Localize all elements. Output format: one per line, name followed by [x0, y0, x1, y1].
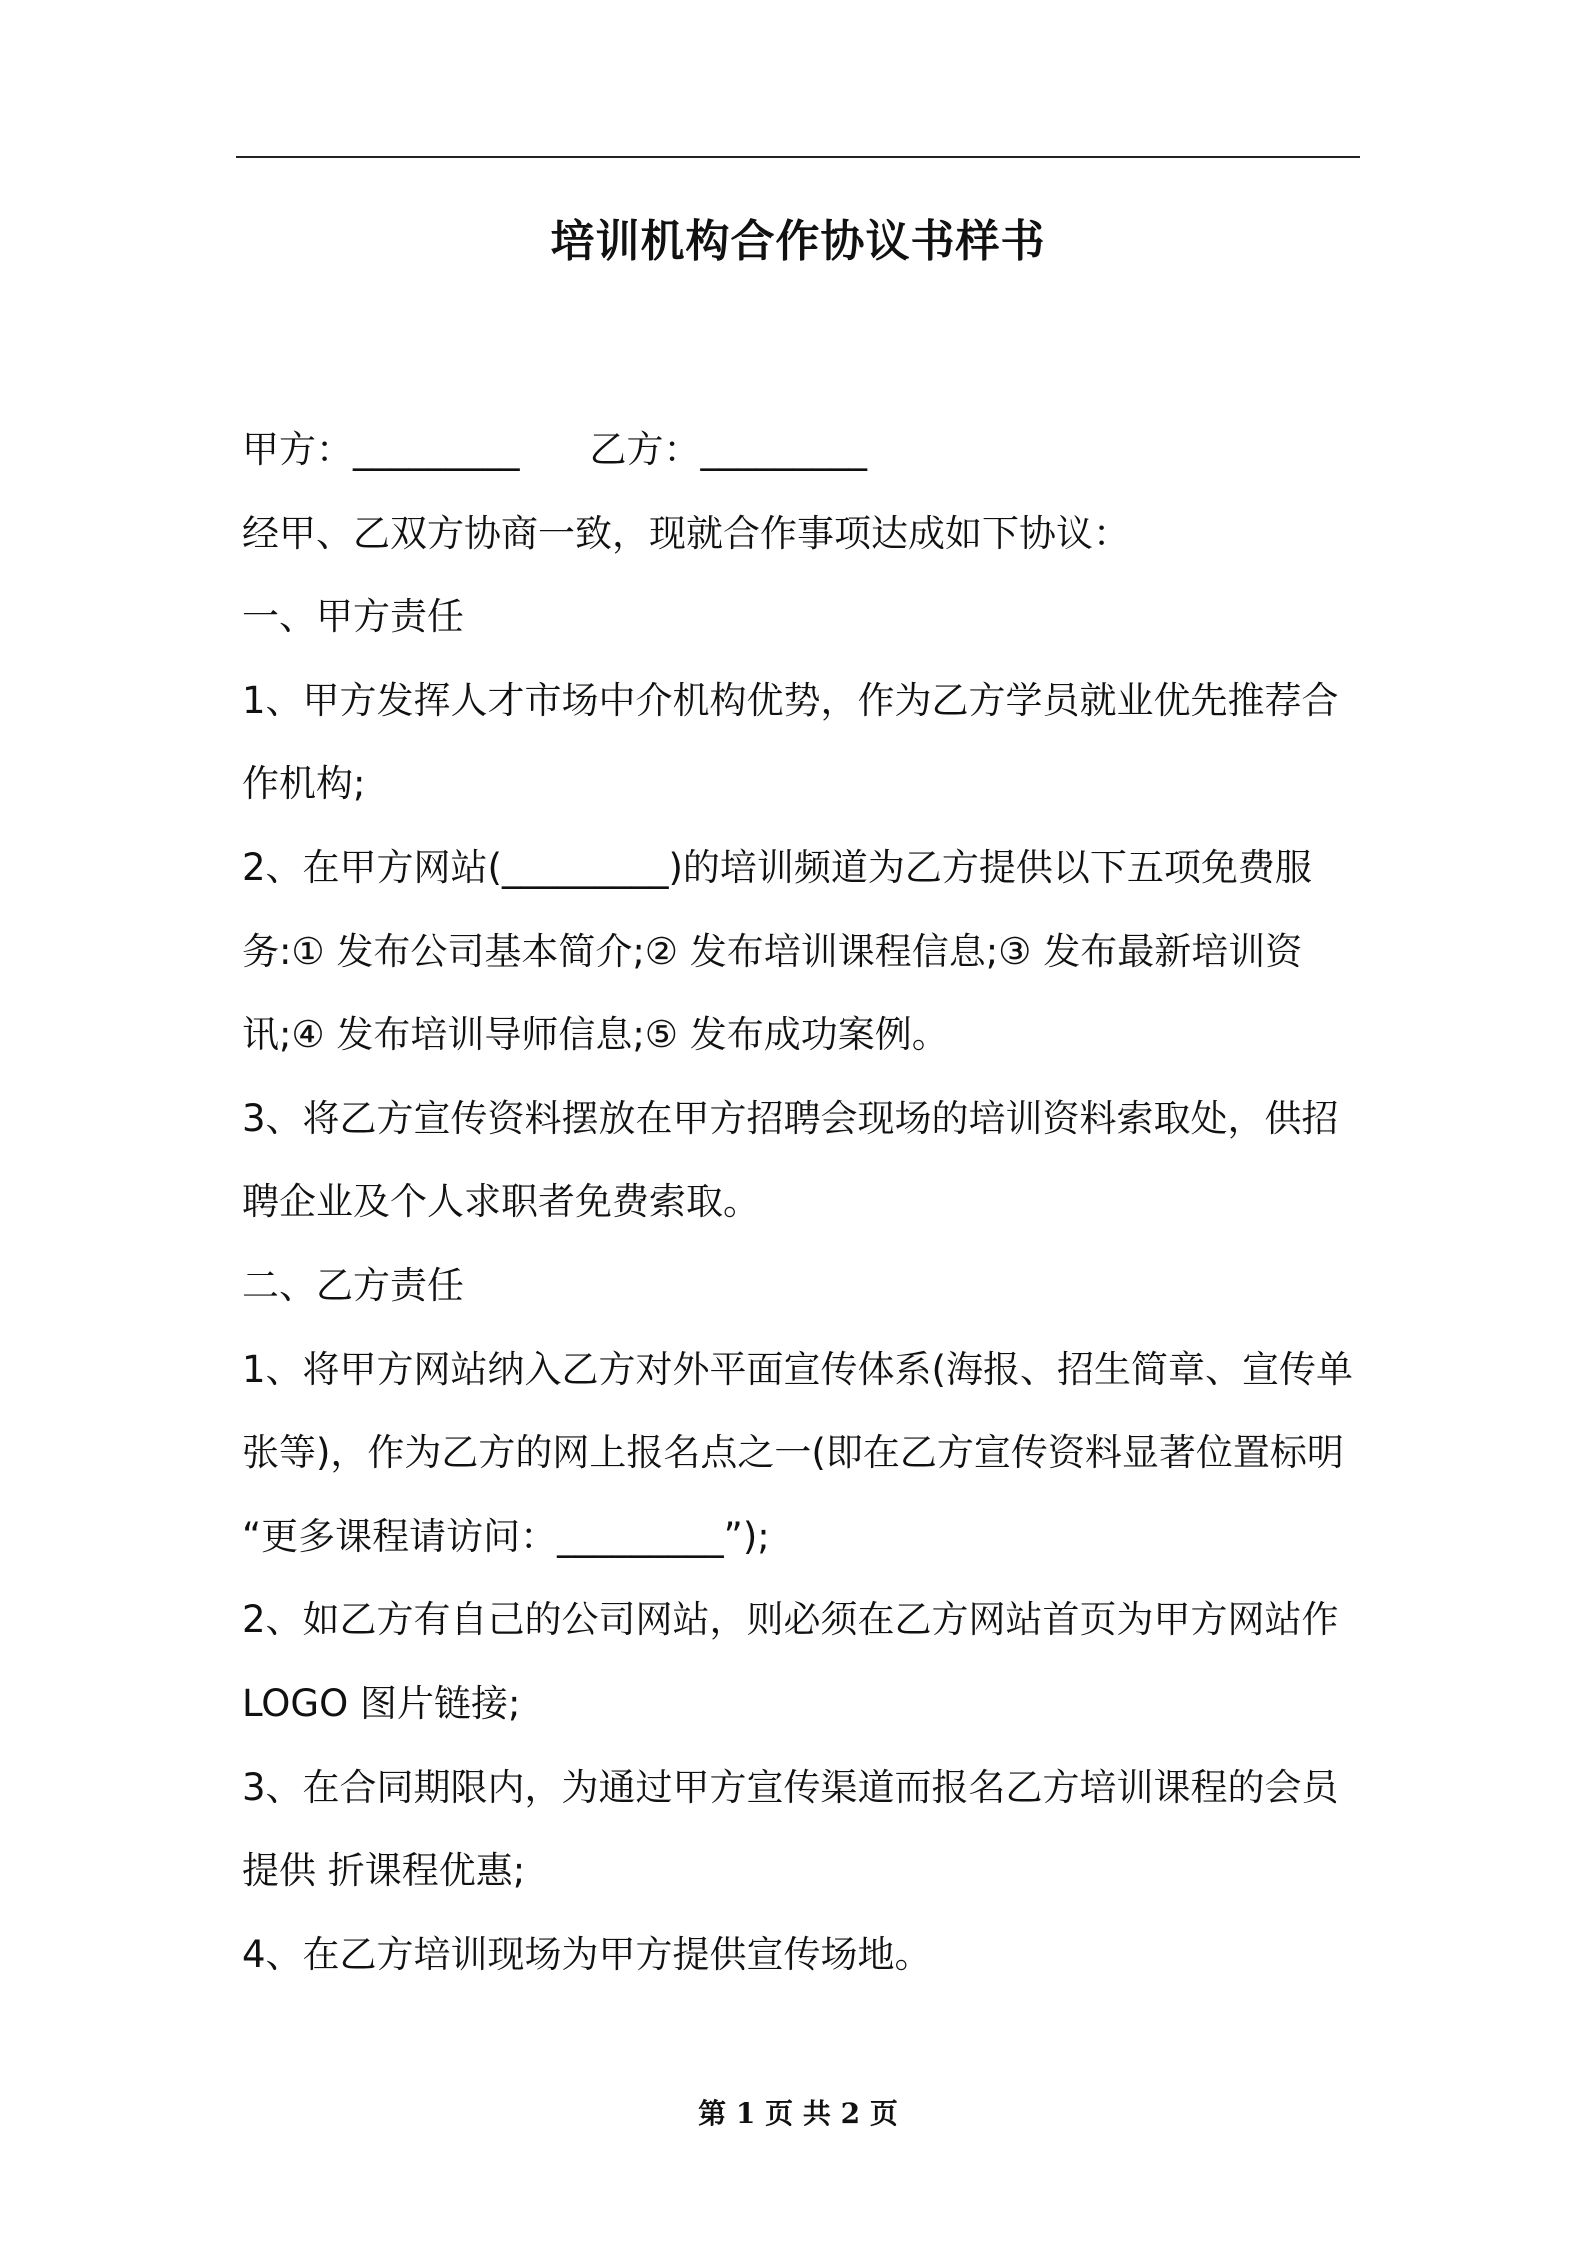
section-2-line: 2、如乙方有自己的公司网站，则必须在乙方网站首页为甲方网站作	[242, 1598, 1339, 1642]
section-1-line: 聘企业及个人求职者免费索取。	[242, 1180, 760, 1224]
document-body	[242, 408, 1360, 1996]
section-1-line: 作机构;	[242, 762, 366, 806]
header-rule	[236, 156, 1360, 158]
section-2-line: 3、在合同期限内，为通过甲方宣传渠道而报名乙方培训课程的会员	[242, 1765, 1339, 1809]
section-1-line: 1、甲方发挥人才市场中介机构优势，作为乙方学员就业优先推荐合	[242, 678, 1339, 722]
section-2-heading: 二、乙方责任	[242, 1263, 464, 1307]
section-2-line: 4、在乙方培训现场为甲方提供宣传场地。	[242, 1932, 932, 1976]
section-1-line: 务:① 发布公司基本简介;② 发布培训课程信息;③ 发布最新培训资	[242, 929, 1303, 973]
document-title: 培训机构合作协议书样书	[550, 216, 1046, 267]
party-a-field: 甲方：_________	[242, 428, 520, 471]
section-2-line: “更多课程请访问：_________”);	[242, 1514, 770, 1558]
section-1-line: 讯;④ 发布培训导师信息;⑤ 发布成功案例。	[242, 1013, 949, 1057]
parties-line	[242, 408, 1360, 492]
section-2-line: 提供 折课程优惠;	[242, 1849, 526, 1893]
page-number-footer: 第 1 页 共 2 页	[698, 2097, 898, 2130]
section-2-line: 张等)，作为乙方的网上报名点之一(即在乙方宣传资料显著位置标明	[242, 1431, 1344, 1475]
section-2-line: 1、将甲方网站纳入乙方对外平面宣传体系(海报、招生简章、宣传单	[242, 1347, 1353, 1391]
section-2-line: LOGO 图片链接;	[242, 1681, 521, 1725]
party-b-field: 乙方：_________	[589, 428, 867, 471]
intro-paragraph: 经甲、乙双方协商一致，现就合作事项达成如下协议：	[242, 511, 1130, 555]
section-1-line: 3、将乙方宣传资料摆放在甲方招聘会现场的培训资料索取处，供招	[242, 1096, 1339, 1140]
section-1-line: 2、在甲方网站(_________)的培训频道为乙方提供以下五项免费服	[242, 845, 1312, 889]
section-1-heading: 一、甲方责任	[242, 595, 464, 639]
